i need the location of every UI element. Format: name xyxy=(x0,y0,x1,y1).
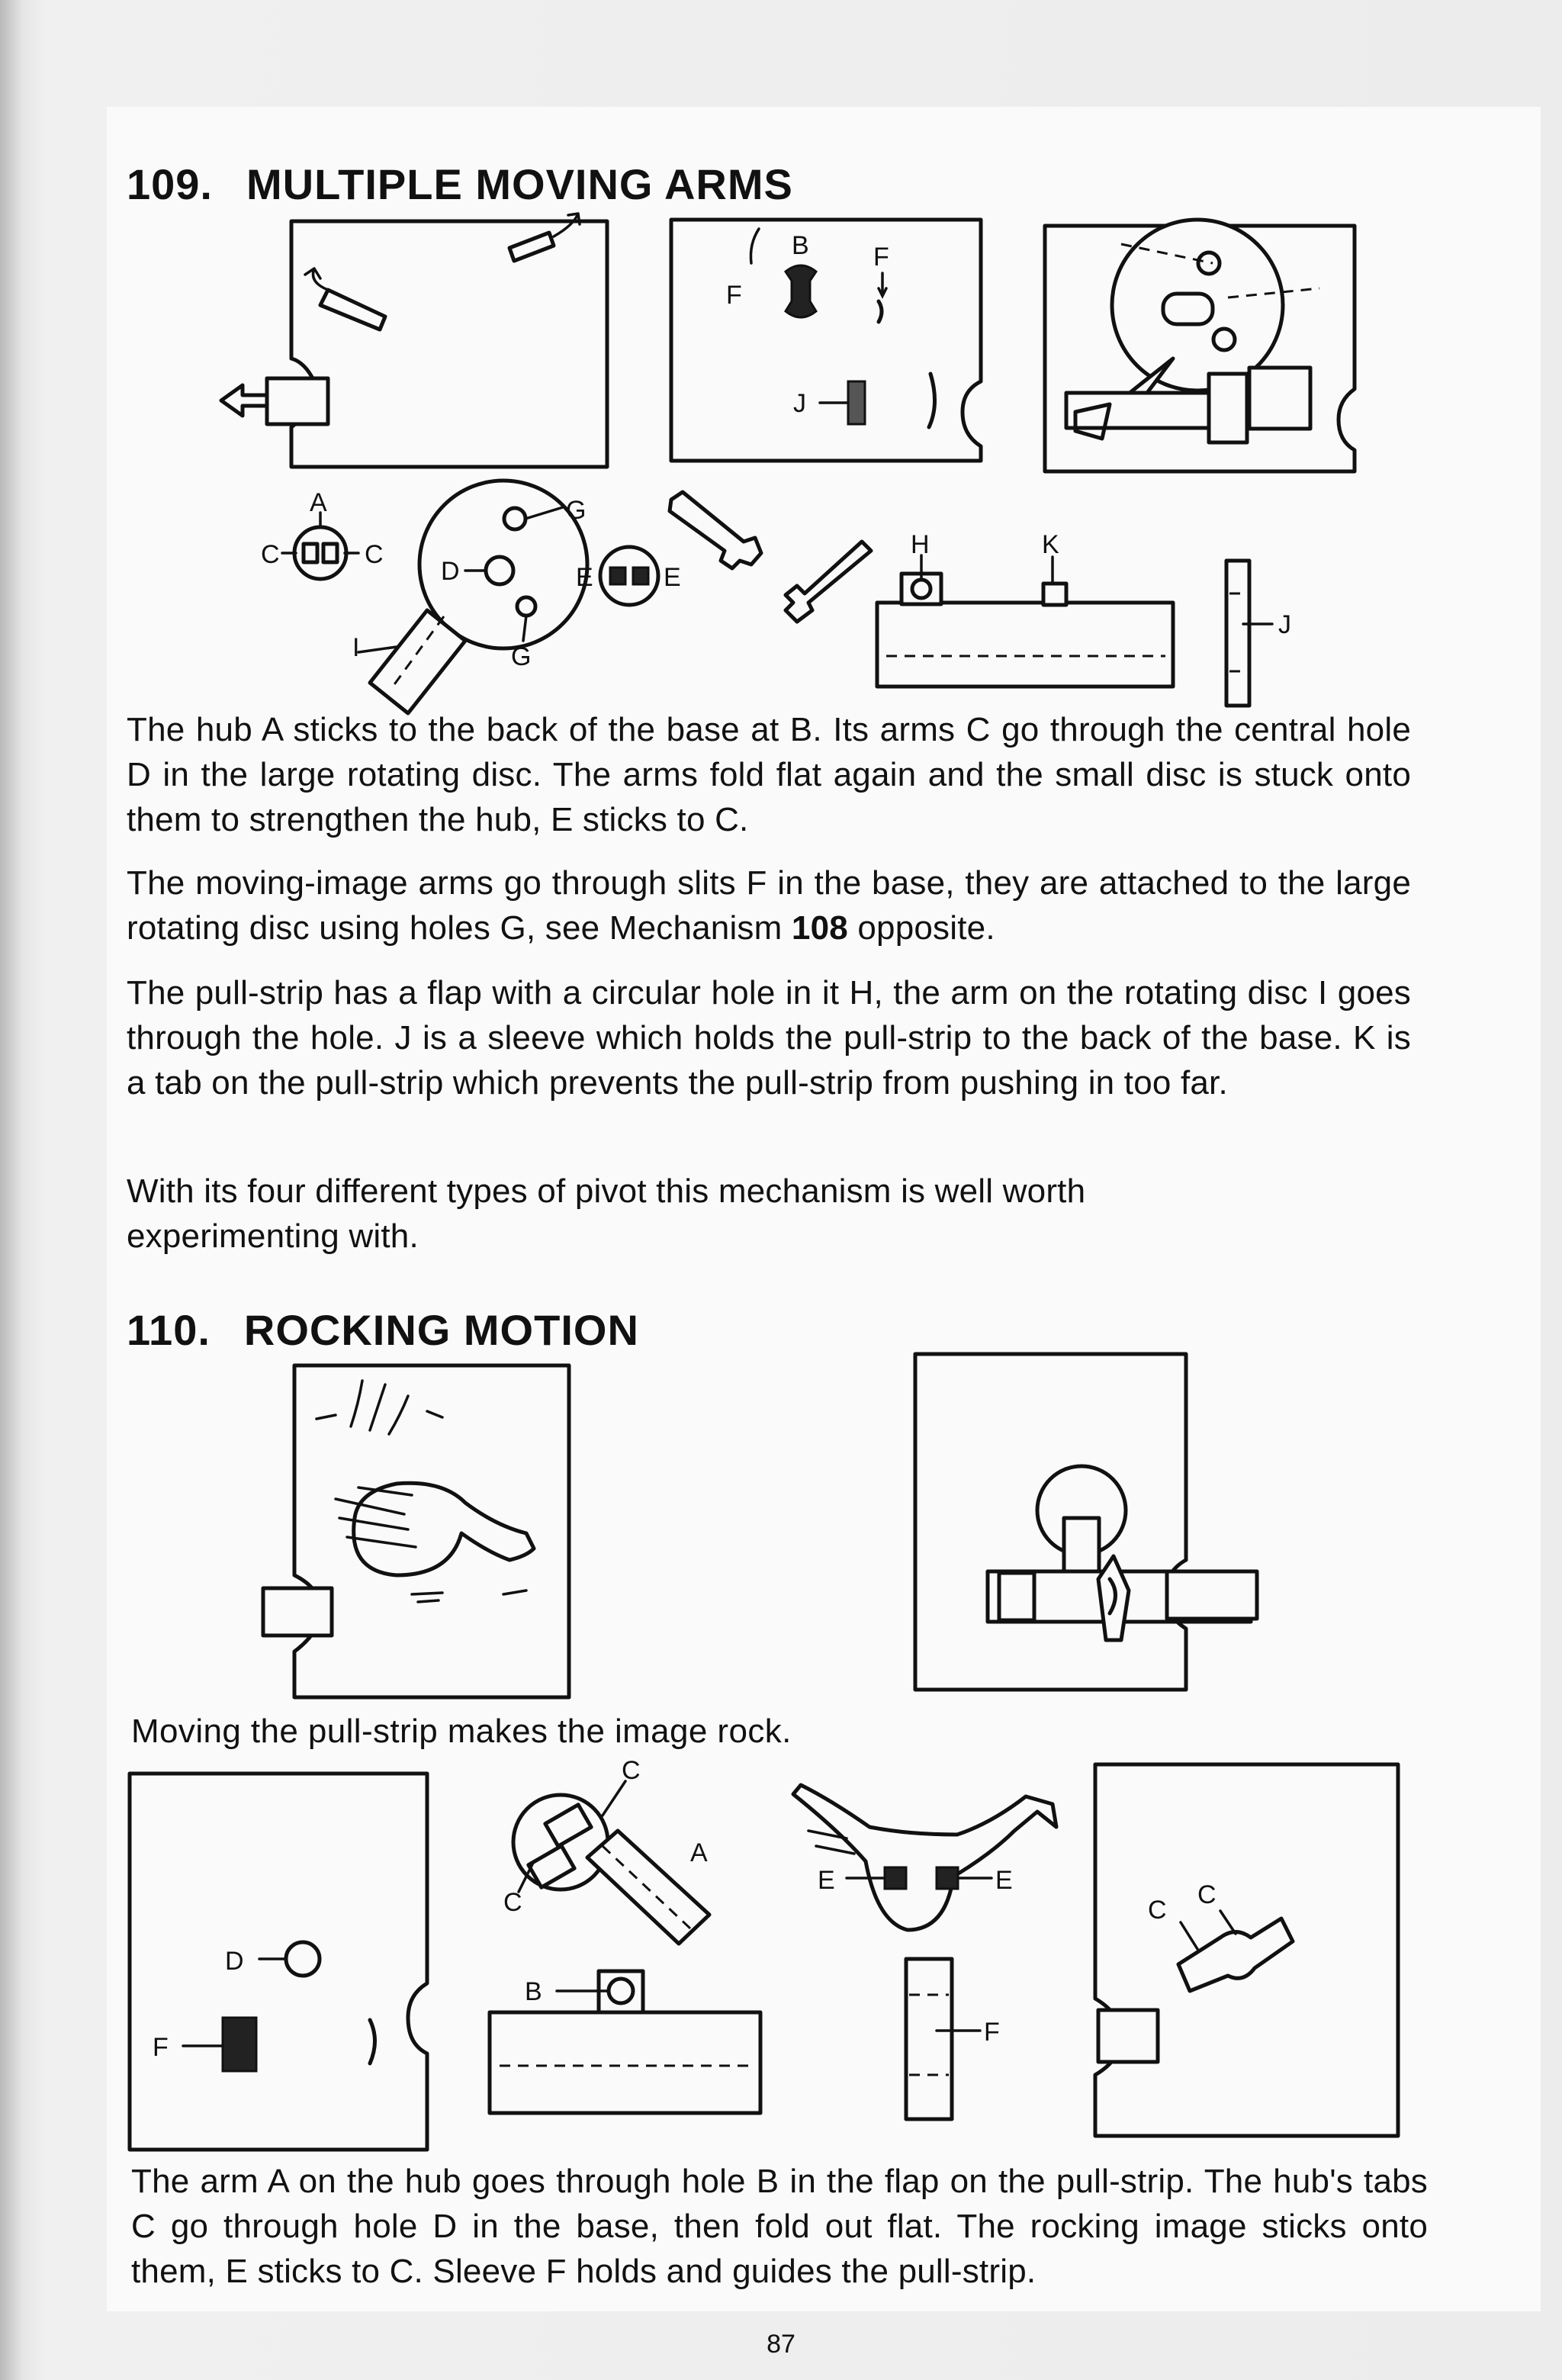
label-109-f-right: F xyxy=(873,243,889,272)
label-109-j-panel: J xyxy=(793,389,806,418)
section-109-paragraph-2: The moving-image arms go through slits F in the base, they are attached to the large rotating disc using holes G, see Mechanism 108 opposite. xyxy=(127,864,1411,947)
section-110-title: ROCKING MOTION xyxy=(243,1306,639,1354)
label-110-e-right: E xyxy=(995,1866,1013,1895)
section-110-caption: Moving the pull-strip makes the image rock. xyxy=(131,1713,792,1750)
label-109-i: I xyxy=(352,633,360,662)
label-109-d: D xyxy=(441,557,460,586)
label-109-e-right: E xyxy=(664,563,681,592)
section-109-number: 109. xyxy=(127,160,213,208)
label-110-d: D xyxy=(225,1947,244,1976)
label-110-a: A xyxy=(690,1838,708,1867)
label-109-j-sleeve: J xyxy=(1278,610,1291,639)
label-110-e-left: E xyxy=(818,1866,835,1895)
label-110-c-top: C xyxy=(622,1756,641,1785)
section-109-paragraph-4: With its four different types of pivot this mechanism is well worth experimenting with. xyxy=(127,1172,1086,1255)
label-109-g-bottom: G xyxy=(511,642,532,671)
label-109-h: H xyxy=(911,530,930,559)
label-110-b: B xyxy=(525,1977,542,2006)
figure-110-hub-and-strip xyxy=(490,1756,760,2113)
label-110-c-assembled-right: C xyxy=(1197,1880,1216,1909)
label-109-b: B xyxy=(792,231,809,260)
page-number: 87 xyxy=(767,2330,795,2359)
section-110-number: 110. xyxy=(127,1306,211,1354)
label-110-c-assembled-left: C xyxy=(1148,1896,1167,1925)
label-109-k: K xyxy=(1042,530,1059,559)
figure-110-rocking-image xyxy=(793,1785,1056,2119)
label-110-f-sleeve: F xyxy=(984,2018,1000,2047)
label-109-f-left: F xyxy=(726,281,742,310)
section-110-paragraph: The arm A on the hub goes through hole B in the flap on the pull-strip. The hub's tabs C go through hole D in the base, then fold out flat. The rocking image sticks onto them, E sticks to C. Sleeve F holds and guides the pull-strip. xyxy=(131,2163,1428,2290)
figure-110-base-holes xyxy=(130,1774,427,2150)
section-109-paragraph-3: The pull-strip has a flap with a circular hole in it H, the arm on the rotating disc I goes through the hole. J is a sleeve which holds the pull-strip to the back of the base. K is a tab on the pull-strip which prevents the pull-strip from pushing in too far. xyxy=(127,974,1411,1102)
label-109-e-left: E xyxy=(576,563,593,592)
label-109-c-left: C xyxy=(261,540,280,569)
section-109-paragraph-1: The hub A sticks to the back of the base at B. Its arms C go through the central hole D in the large rotating disc. The arms fold flat again and the small disc is stuck onto them to strengthen the hub, E sticks to C. xyxy=(127,711,1411,838)
label-110-f-base: F xyxy=(153,2033,169,2062)
section-109-title: MULTIPLE MOVING ARMS xyxy=(246,160,793,208)
label-109-a: A xyxy=(310,488,327,517)
label-109-g-top: G xyxy=(566,496,587,525)
figure-110-assembled-back xyxy=(1095,1764,1398,2136)
label-110-c-bottom: C xyxy=(503,1888,522,1917)
label-109-c-right: C xyxy=(365,540,384,569)
